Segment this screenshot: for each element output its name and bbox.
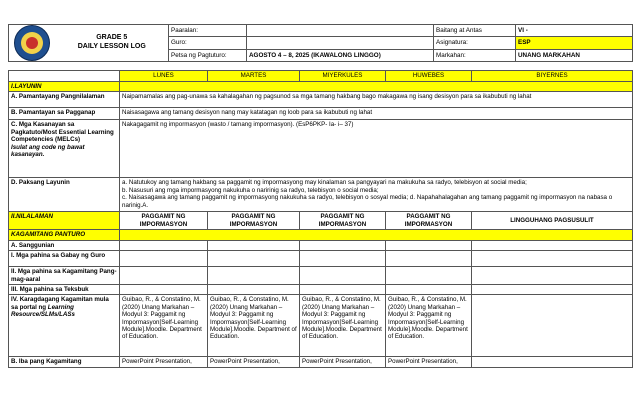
guro-value	[247, 37, 434, 49]
karagdagang-martes: Guibao, R., & Constatino, M. (2020) Unang Markahan – Modyul 3: Paggamit ng Impormasyon[Self-Learning Module].Moodle. Department of Education.	[208, 295, 300, 357]
deped-seal	[9, 25, 56, 62]
iba-martes: PowerPoint Presentation,	[208, 357, 300, 367]
layunin-heading: I.LAYUNIN	[9, 82, 120, 92]
kagamitang-heading: KAGAMITANG PANTURO	[9, 230, 120, 240]
paksang-item-a: a. Natutukoy ang tamang hakbang sa paggamit ng impormasyong may kinalaman sa pangyayari na makukuha sa radyo, telebisyon at social media;	[122, 179, 527, 187]
iba-huwebes: PowerPoint Presentation,	[386, 357, 472, 367]
kasanayan-text: Nakagagamit ng impormasyon (wasto / tamang impormasyon). (EsP6PKP- Ia- i– 37)	[120, 120, 633, 178]
kasanayan-note: Isulat ang code ng bawat kasanayan.	[11, 143, 85, 159]
baitang-value: VI -	[516, 25, 633, 37]
karagdagang-label: IV. Karagdagang Kagamitan mula sa portal ng Learning Resource/SLMs/LASs	[9, 295, 120, 357]
pagganap-label: B. Pamantayan sa Pagganap	[9, 108, 120, 120]
nilalaman-miyerkules: PAGGAMIT NG IMPORMASYON	[300, 212, 386, 230]
log-title: DAILY LESSON LOG	[77, 43, 146, 51]
day-header-row	[9, 71, 633, 82]
day-miyerkules: MIYERKULES	[300, 71, 386, 82]
kasanayan-label: C. Mga Kasanayan sa Pagkatuto/Most Essential Learning Competencies (MELCs)	[11, 121, 114, 144]
paaralan-label: Paaralan:	[169, 25, 247, 37]
pamantayang-label: A. Pamantayang Pangnilalaman	[9, 92, 120, 108]
karagdagang-miyerkules: Guibao, R., & Constatino, M. (2020) Unang Markahan – Modyul 3: Paggamit ng Impormasyon[Self-Learning Module].Moodle. Department of Education.	[300, 295, 386, 357]
deped-seal-icon	[14, 25, 50, 61]
karagdagang-huwebes: Guibao, R., & Constatino, M. (2020) Unang Markahan – Modyul 3: Paggamit ng Impormasyon[Self-Learning Module].Moodle. Department of Education.	[386, 295, 472, 357]
markahan-value: UNANG MARKAHAN	[516, 49, 633, 61]
nilalaman-biyernes: LINGGUHANG PAGSUSULIT	[472, 212, 633, 230]
petsa-value: AGOSTO 4 – 8, 2025 (IKAWALONG LINGGO)	[247, 49, 434, 61]
day-biyernes: BIYERNES	[472, 71, 633, 82]
asignatura-label: Asignatura:	[434, 37, 516, 49]
nilalaman-martes: PAGGAMIT NG IMPORMASYON	[208, 212, 300, 230]
grade-block	[56, 34, 169, 61]
grade-title: GRADE 5	[96, 34, 128, 42]
gabay-label: I. Mga pahina sa Gabay ng Guro	[9, 251, 120, 267]
markahan-label: Markahan:	[434, 49, 516, 61]
sanggunian-label: A. Sanggunian	[9, 240, 120, 250]
iba-label: B. Iba pang Kagamitang	[9, 357, 120, 367]
nilalaman-huwebes: PAGGAMIT NG IMPORMASYON	[386, 212, 472, 230]
paaralan-value	[247, 25, 434, 37]
day-huwebes: HUWEBES	[386, 71, 472, 82]
teksbuk-label: III. Mga pahina sa Teksbuk	[9, 285, 120, 295]
iba-miyerkules: PowerPoint Presentation,	[300, 357, 386, 367]
karagdagang-lunes: Guibao, R., & Constatino, M. (2020) Unang Markahan – Modyul 3: Paggamit ng Impormasyon[Self-Learning Module].Moodle. Department of Education.	[120, 295, 208, 357]
asignatura-value: ESP	[516, 37, 633, 49]
nilalaman-heading: II.NILALAMAN	[9, 212, 120, 230]
paksang-item-c: c. Naisasagawa ang tamang paggamit ng impormasyong nakukuha sa radyo, telebisyon o sosyal media; d. Napahahalagahan ang tamang paggamit ng impormasyon na nabasa o narinig.A.	[122, 194, 613, 209]
paksang-label: D. Paksang Layunin	[9, 178, 120, 212]
day-lunes: LUNES	[120, 71, 208, 82]
lesson-table	[8, 70, 633, 368]
iba-lunes: PowerPoint Presentation,	[120, 357, 208, 367]
paksang-text	[120, 178, 633, 212]
kagamitang-aaral-label: II. Mga pahina sa Kagamitang Pang-mag-aaral	[9, 267, 120, 285]
day-martes: MARTES	[208, 71, 300, 82]
pamantayang-text: Naipamamalas ang pag-unawa sa kahalagahan ng pagsunod sa mga tamang hakbang bago makagawa ng isang desisyon para sa ikabubuti ng lahat	[120, 92, 633, 108]
kasanayan-cell	[9, 120, 120, 178]
paksang-item-b: b. Nasusuri ang mga impormasyong nakukuha o naririnig sa radyo, telebisyon o social media;	[122, 186, 379, 194]
header-table	[8, 24, 633, 62]
pagganap-text: Naisasagawa ang tamang desisyon nang may katatagan ng loob para sa ikabubuti ng lahat	[120, 108, 633, 120]
petsa-label: Petsa ng Pagtuturo:	[169, 49, 247, 61]
nilalaman-lunes: PAGGAMIT NG IMPORMASYON	[120, 212, 208, 230]
baitang-label: Baitang at Antas	[434, 25, 516, 37]
guro-label: Guro:	[169, 37, 247, 49]
